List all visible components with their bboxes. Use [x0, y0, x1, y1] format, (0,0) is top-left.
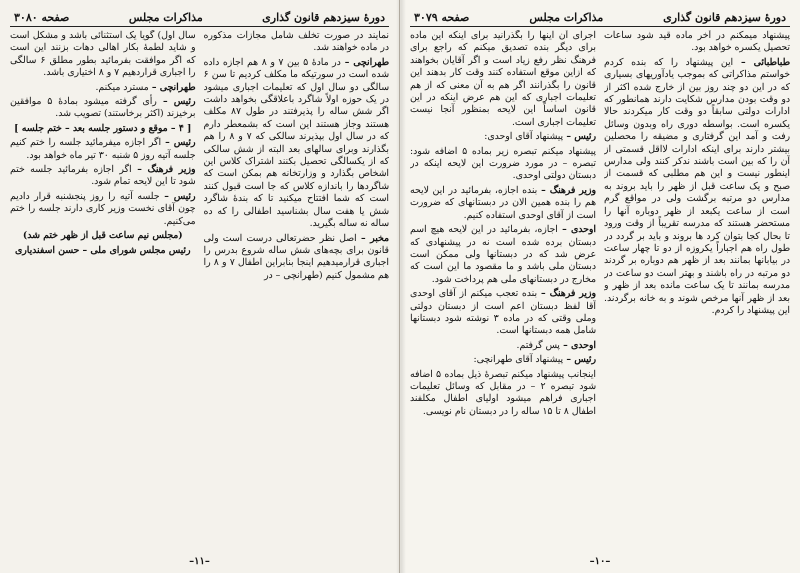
paragraph-text: اینجانب پیشنهاد میکنم تبصرهٔ ذیل بماده ۵ اضافه شود تبصره ۲ – در مقابل که وسائل تعلیمات اجباری فراهم میشود اولیای اطفال مکلفند اطفال ۸ تا ۱۵ ساله را در دبستان نام نویسی.: [410, 368, 596, 417]
speaker-name: وزیر فرهنگ –: [537, 184, 596, 196]
paragraph: [604, 30, 790, 55]
paragraph-text: [ ۴ – موقع و دستور جلسه بعد – ختم جلسه ]: [14, 122, 192, 134]
speaker-name: رئیس –: [563, 131, 596, 143]
paragraph-text: پس گرفتم.: [516, 339, 560, 351]
paragraph: [410, 224, 596, 286]
paragraph-text: اجازه، بفرمائید در این لایحه هیچ اسم دبستان برده شده است نه در پیشنهادی که عرض شد که در دبستانها ولی ممکن است دبستان ملی باشد و ما مقصود ما این است که مخارج در دبستانهای ملی هم پرداخت شود.: [410, 224, 596, 285]
speaker-name: اوحدی –: [557, 224, 596, 236]
paragraph-text: رأی گرفته میشود بمادهٔ ۵ موافقین برخیزند (اکثر برخاستند) تصویب شد.: [10, 96, 196, 120]
paragraph: [10, 137, 196, 162]
paragraph-text: پیشنهاد میکنم تبصره زیر بماده ۵ اضافه شود: تبصره – در مورد ضرورت این لایحه اینکه در دبستان دولتی اوحدی.: [410, 145, 596, 182]
right-page-number: –۱۰–: [589, 556, 611, 567]
speaker-name: طهرانچی –: [340, 56, 389, 68]
speaker-name: اوحدی –: [559, 339, 596, 351]
right-page-header: [410, 8, 790, 24]
paragraph: [10, 191, 196, 228]
paragraph-text: پیشنهاد آقای طهرانچی:: [473, 354, 564, 366]
left-page-columns: [10, 30, 389, 530]
speaker-name: وزیر فرهنگ –: [537, 288, 596, 300]
paragraph-text: رئیس مجلس شورای ملی – حسن اسفندیاری: [14, 244, 191, 256]
paragraph: [10, 245, 196, 257]
paragraph-text: (مجلس نیم ساعت قبل از ظهر ختم شد): [22, 230, 183, 242]
speaker-name: وزیر فرهنگ –: [131, 164, 196, 176]
paragraph-text: اجرای آن اینها را بگذرانید برای اینکه این ماده برای دیگر بنده تصدیق میکنم که راجع برای فرهنگ نظر رفع زیاد است و اگر آقایان بخواهند که ازاین موقع استفاده کنند وقت کار بدهند این قانون را بگذرانند اگر هم به آن معنی که از هم تعلیمات اجباری که این هم عرض اینکه در این قانون اساساً این لایحه بمنظور آنجا نیست تعلیمات اجباری است.: [410, 30, 596, 128]
paragraph: [410, 185, 596, 222]
right-center-title: مذاکرات مجلس: [529, 11, 604, 24]
left-page-right-column: [204, 30, 390, 530]
paragraph-text: جلسه آتیه را روز پنجشنبه قرار دادیم چون آقای نخست وزیر کاری دارند جلسه را ختم می‌کنیم.: [10, 190, 196, 227]
left-page-left-column: [10, 30, 196, 530]
speaker-name: رئیس –: [161, 137, 196, 149]
paragraph-text: مسترد میکنم.: [95, 81, 149, 93]
paragraph-text: نمایند در صورت تخلف شامل مجازات مذکوره در ماده خواهند شد.: [203, 30, 389, 54]
paragraph: [10, 96, 196, 121]
paragraph: [410, 30, 596, 129]
paragraph-text: سال اول) گویا یک استثنائی باشد و مشکل است و شاید لطمهٔ بکار اهالی دهات بزنند این است که اگر موافقت بفرمائید بطور مطلق ۶ سالگی را اجباری قراردهیم ۷ و ۸ اختیاری باشد.: [10, 30, 196, 79]
left-page-number: –۱۱–: [189, 556, 210, 567]
paragraph-text: این پیشنهاد را که بنده کردم خواستم مذاکراتی که بموجب یادآوریهای بسیاری که در این دو چند روز بین از خارج شده اکثر از دو وقت بودن مدارس شکایت دارند همانطور که ادارات دولتی سابقاً دو وقت کار میکردند حالا یکسره است. بواسطه دوری راه وبدون وسائل رفت و آمد این گرفتاری و مضیقه را محصلین بیشتر دارند برای اینکه ادارات لااقل قسمتی از آن را که بین است باشند ندکر کنند ولی مدارس اینطور نیست و این هم مطلبی که قسمت از صبح و یک ساعت قبل از ظهر را باید بروند به مدارس دو مرتبه برگشت ولی در مواقع گرم است از ساعت یکبعد از ظهر دوباره آنها را مستحضر هستند که مدرسه تقریباً از وقت ورود تا بحال کجا بتوان کرد ها بروند و باید بر گردد در طول راه هم اجباراً یکروزه از دو تا چهار ساعت در بیابانها بمانند بعد از ظهر هم دوباره بر گردند دو مرتبه در راه باشند و بهتر است دو ساعت در مدرسه بمانند تا یک ساعت مانده بعد از ظهر و بعد از ظهر آنها مرخص شوند و به خانه برگردند. این پیشنهاد را کردم.: [604, 56, 790, 316]
paragraph: [604, 57, 790, 318]
paragraph: [410, 354, 596, 366]
paragraph: [10, 30, 196, 80]
paragraph-text: بنده تعجب میکنم از آقای اوحدی آقا لفظ دبستان اعم است از دبستان دولتی وملی وقتی که در ماده ۳ نوشته شود دبستانها شامل همه دبستانها است.: [410, 288, 596, 337]
paragraph-text: بنده اجازه، بفرمائید در این لایحه هم را بنده همین الان در دبستانهای که ضرورت است از آقای اوحدی استفاده کنیم.: [410, 184, 596, 221]
paragraph: [10, 164, 196, 189]
speaker-name: مخبر –: [356, 232, 389, 244]
paragraph: [410, 340, 596, 352]
speaker-name: رئیس –: [563, 354, 596, 366]
right-session-title: دورهٔ سیزدهم قانون گذاری: [663, 11, 786, 24]
paragraph: [10, 230, 196, 242]
paragraph: [410, 369, 596, 419]
speaker-name: طباطبائی –: [733, 56, 790, 68]
left-center-title: مذاکرات مجلس: [128, 11, 203, 24]
paragraph-text: پیشنهاد آقای اوحدی:: [484, 131, 564, 143]
paragraph: [204, 233, 390, 283]
paragraph-text: اصل نظر حضرتعالی درست است ولی قانون برای بچه‌های شش ساله شروع بدرس را اجباری قرارمیدهیم اینجا بنابراین اطفال ۷ و ۸ را هم مشمول کنیم (طهرانچی – در: [203, 232, 389, 281]
paragraph-text: اگر اجازه میفرمائید جلسه را ختم کنیم جلسه آتیه روز ۵ شنبه ۳۰ تیر ماه خواهد بود.: [10, 137, 196, 161]
speaker-name: رئیس –: [156, 96, 196, 108]
speaker-name: طهرانچی –: [148, 81, 196, 93]
paragraph: [410, 146, 596, 183]
paragraph: [410, 288, 596, 338]
paragraph: [10, 82, 196, 94]
left-page-label: صفحه ۳۰۸۰: [14, 11, 70, 24]
paragraph-text: اگر اجازه بفرمائید جلسه ختم شود تا این لایحه تمام شود.: [10, 164, 196, 188]
right-page: [400, 0, 800, 573]
paragraph-text: در مادهٔ ۵ بین ۷ و ۸ هم اجازه داده شده است در سورتیکه ما مکلف کردیم تا سن ۶ سالگی دو سال اول که تعلیمات اجباری میشود در یک حوزه اولاً شاگرد باعلاقگی بخواهد داشت اگر شش ساله را پذیرفتند در طول ۸۷ مکلف هستند وجاز هستند این است که بشمعطر دارم که در سال اول بپذیرند سالکی که ۷ و ۸ را هم بگذارند وبرای سالهای بعد البته از شش سالکی که از یکسالگی تحصیل بکنند اشتراک کلاس این اشخاص بگذارد و وزارتخانه هم بمکن است که شاگردها را باندازه کلاس که جا است قبول کنند است که شما افتتاح میکنید تا که بندهٔ شاگرد شش یا هفت سال بشناسید اطفالی را که ده ساله نه ساله بگیرید.: [203, 56, 389, 230]
right-page-columns: [410, 30, 790, 530]
paragraph: [410, 131, 596, 143]
left-page-header: [10, 8, 389, 24]
paragraph: [204, 30, 390, 55]
right-page-left-column: [410, 30, 596, 530]
right-page-right-column: [604, 30, 790, 530]
paragraph-text: پیشنهاد میمکنم در آخر ماده قید شود ساعات تحصیل یکسره خواهد بود.: [604, 30, 790, 54]
speaker-name: رئیس –: [159, 190, 196, 202]
left-header-rule: [10, 26, 389, 27]
left-session-title: دورهٔ سیزدهم قانون گذاری: [262, 11, 385, 24]
right-header-rule: [410, 26, 790, 27]
right-page-label: صفحه ۳۰۷۹: [414, 11, 470, 24]
paragraph: [10, 123, 196, 135]
paragraph: [204, 57, 390, 231]
